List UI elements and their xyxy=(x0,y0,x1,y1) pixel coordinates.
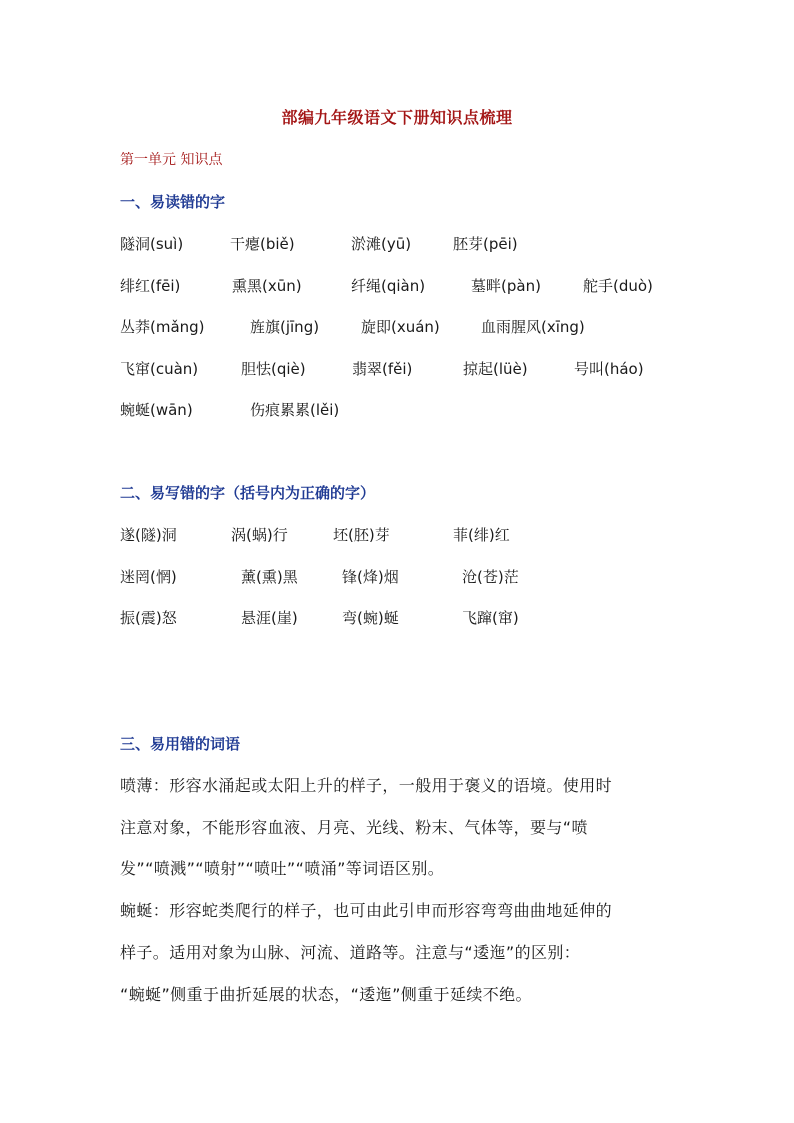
word-item: 淤滩(yū) xyxy=(351,235,412,253)
word-item: 墓畔(pàn) xyxy=(471,277,541,295)
paragraph-line: “蜿蜒”侧重于曲折延展的状态，“逶迤”侧重于延续不绝。 xyxy=(120,985,532,1004)
word-item: 弯(蜿)蜒 xyxy=(342,609,399,627)
section-2-heading: 二、易写错的字（括号内为正确的字） xyxy=(120,484,376,502)
word-item: 坯(胚)芽 xyxy=(333,526,390,544)
word-item: 干瘪(biě) xyxy=(230,235,295,253)
word-item: 翡翠(fěi) xyxy=(352,360,413,378)
word-item: 薰(熏)黑 xyxy=(241,568,298,586)
word-item: 菲(绯)红 xyxy=(453,526,510,544)
paragraph-line: 喷薄：形容水涌起或太阳上升的样子，一般用于褒义的语境。使用时 xyxy=(120,776,613,795)
paragraph-line: 注意对象，不能形容血液、月亮、光线、粉末、气体等，要与“喷 xyxy=(120,818,588,837)
word-item: 旌旗(jīng) xyxy=(250,318,320,336)
word-item: 胚芽(pēi) xyxy=(453,235,518,253)
word-item: 伤痕累累(lěi) xyxy=(250,401,340,419)
word-item: 锋(烽)烟 xyxy=(342,568,399,586)
word-item: 悬涯(崖) xyxy=(241,609,298,627)
word-item: 沧(苍)茫 xyxy=(462,568,519,586)
word-item: 号叫(háo) xyxy=(574,360,644,378)
section-3-heading: 三、易用错的词语 xyxy=(120,735,241,753)
paragraph-line: 蜿蜒：形容蛇类爬行的样子，也可由此引申而形容弯弯曲曲地延伸的 xyxy=(120,901,613,920)
word-item: 飞窜(cuàn) xyxy=(120,360,199,378)
word-item: 掠起(lüè) xyxy=(463,360,528,378)
word-item: 血雨腥风(xīng) xyxy=(481,318,585,336)
word-item: 熏黑(xūn) xyxy=(232,277,302,295)
word-item: 蜿蜒(wān) xyxy=(120,401,193,419)
word-item: 隧洞(suì) xyxy=(120,235,184,253)
word-item: 迷罔(惘) xyxy=(120,568,177,586)
word-item: 振(震)怒 xyxy=(120,609,177,627)
unit-label: 第一单元 知识点 xyxy=(120,152,223,168)
document-title: 部编九年级语文下册知识点梳理 xyxy=(281,108,513,127)
word-item: 飞蹿(窜) xyxy=(462,609,519,627)
word-item: 旋即(xuán) xyxy=(361,318,440,336)
paragraph-line: 样子。适用对象为山脉、河流、道路等。注意与“逶迤”的区别： xyxy=(120,943,581,962)
word-item: 舵手(duò) xyxy=(583,277,653,295)
word-item: 丛莽(mǎng) xyxy=(120,318,205,336)
word-item: 涡(蜗)行 xyxy=(231,526,288,544)
paragraph-line: 发”“喷溅”“喷射”“喷吐”“喷涌”等词语区别。 xyxy=(120,859,445,878)
word-item: 纤绳(qiàn) xyxy=(351,277,426,295)
word-item: 遂(隧)洞 xyxy=(120,526,177,544)
word-item: 胆怯(qiè) xyxy=(241,360,306,378)
word-item: 绯红(fēi) xyxy=(120,277,181,295)
section-1-heading: 一、易读错的字 xyxy=(120,193,226,211)
